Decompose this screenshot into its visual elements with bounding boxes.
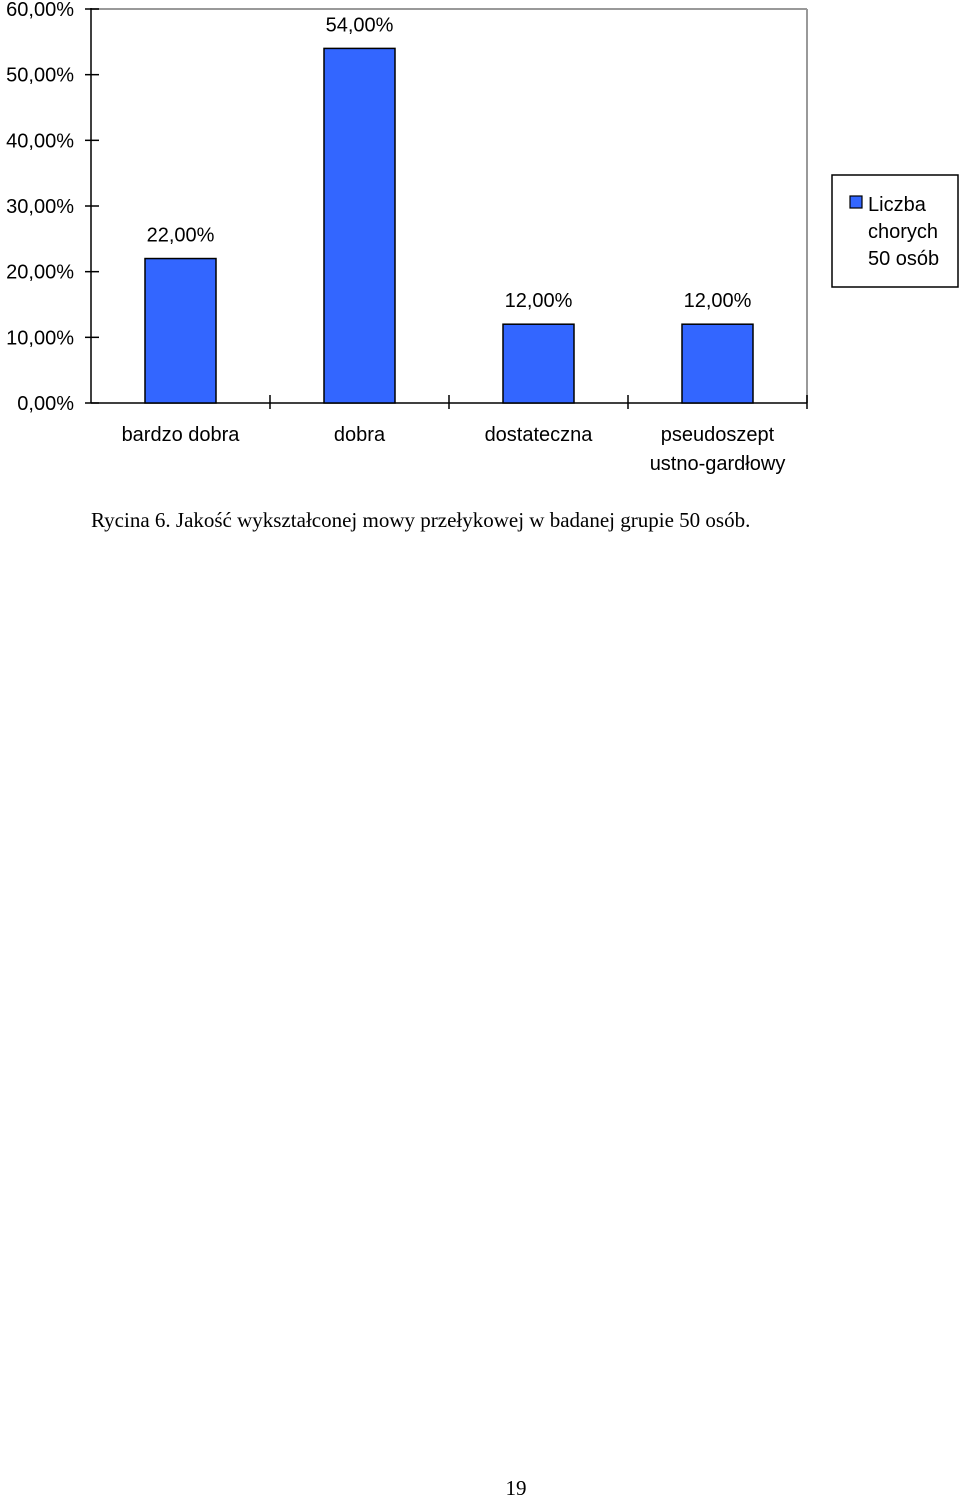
bar — [682, 324, 753, 403]
data-labels — [147, 14, 752, 312]
bar — [503, 324, 574, 403]
y-axis — [6, 0, 99, 415]
y-tick-label: 10,00% — [6, 327, 74, 350]
y-tick-label: 20,00% — [6, 261, 74, 284]
y-tick-label: 60,00% — [6, 0, 74, 21]
legend-label: Liczba — [868, 194, 926, 216]
legend — [832, 175, 958, 287]
y-tick-label: 0,00% — [17, 393, 74, 415]
data-label: 12,00% — [504, 290, 573, 313]
x-axis — [91, 395, 807, 475]
x-category-label: dobra — [333, 424, 386, 446]
data-label: 12,00% — [683, 290, 752, 313]
bars — [145, 48, 753, 403]
y-tick-label: 50,00% — [6, 64, 74, 87]
legend-label: 50 osób — [868, 248, 940, 270]
data-label: 54,00% — [325, 14, 394, 37]
bar — [324, 48, 395, 403]
data-label: 22,00% — [146, 224, 215, 247]
y-tick-label: 30,00% — [6, 196, 74, 218]
y-tick-label: 40,00% — [6, 130, 74, 153]
legend-label: chorych — [868, 221, 939, 243]
x-category-label: pseudoszept — [660, 424, 775, 446]
bar-chart — [0, 0, 960, 490]
figure-caption: Rycina 6. Jakość wykształconej mowy przełykowej w badanej grupie 50 osób. — [91, 508, 751, 532]
x-category-label: ustno-gardłowy — [649, 453, 786, 475]
x-category-label: bardzo dobra — [121, 424, 240, 446]
legend-swatch — [850, 196, 862, 208]
bar — [145, 259, 216, 403]
x-category-label: dostateczna — [484, 424, 593, 446]
page-number: 19 — [505, 1476, 527, 1500]
